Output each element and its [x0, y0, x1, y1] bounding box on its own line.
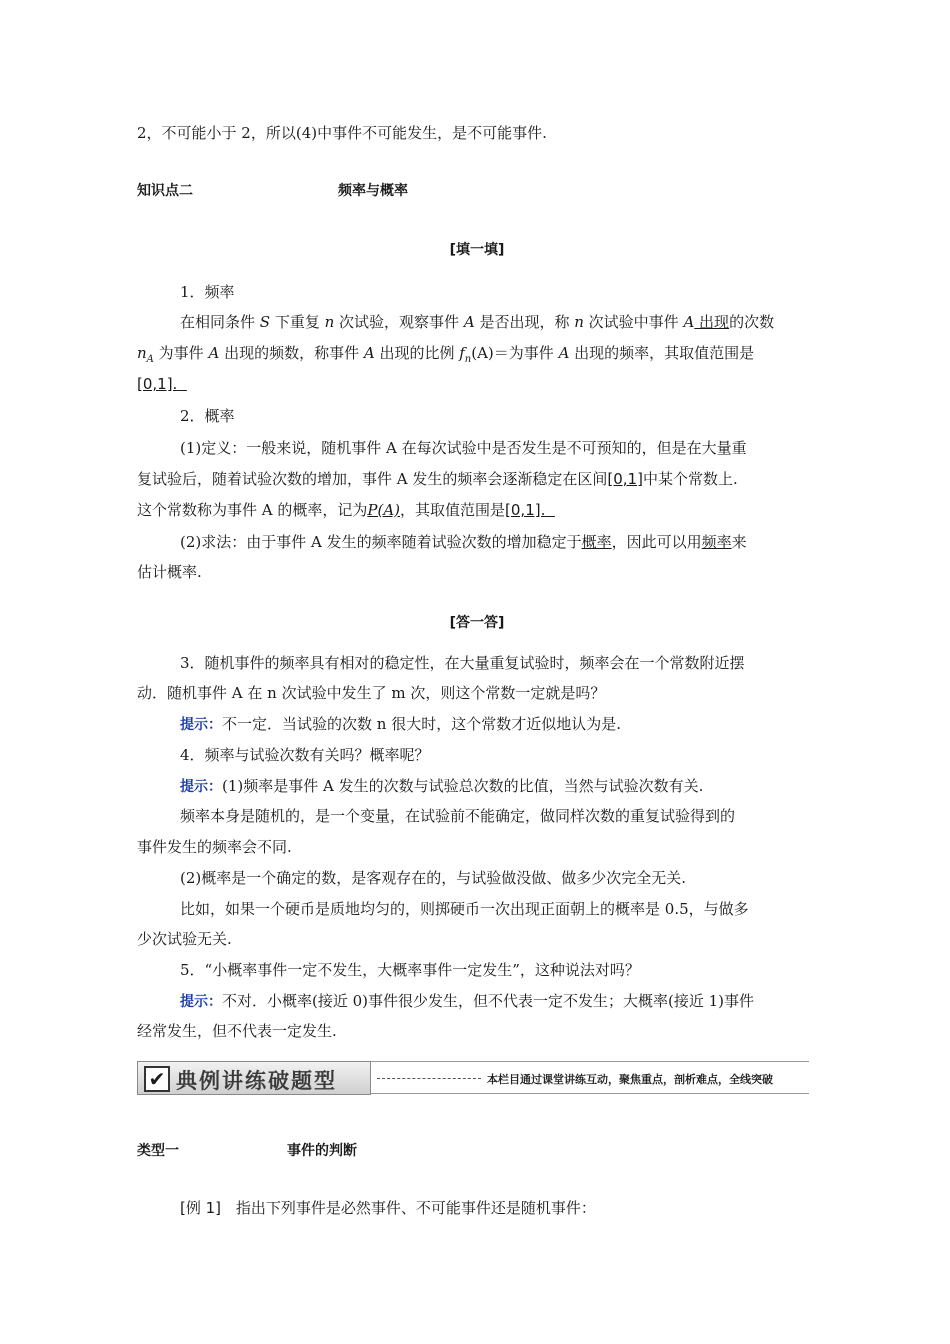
hint-text: 不对．小概率(接近 0)事件很少发生，但不代表一定不发生；大概率(接近 1)事件 — [222, 992, 755, 1010]
var-A: A — [208, 344, 220, 362]
paragraph-line: 经常发生，但不代表一定发生. — [137, 1022, 337, 1040]
paragraph-line: 估计概率. — [137, 563, 202, 581]
paragraph-line — [137, 374, 817, 394]
question-line: 4．频率与试验次数有关吗？概率呢？ — [180, 746, 430, 764]
question-line: 动．随机事件 A 在 n 次试验中发生了 m 次，则这个常数一定就是吗？ — [137, 684, 606, 702]
answer-blank: P(A) — [367, 501, 401, 519]
text-run: 出现的比例 — [374, 344, 460, 362]
question-line: 5．“小概率事件一定不发生，大概率事件一定发生”，这种说法对吗？ — [180, 961, 640, 979]
paragraph-line — [137, 500, 817, 520]
banner-rule — [369, 1061, 809, 1062]
paragraph-line: (2)概率是一个确定的数，是客观存在的，与试验做没做、做多少次完全无关. — [180, 869, 687, 887]
check-icon: ✔ — [144, 1066, 170, 1092]
text-run: 的次数 — [729, 313, 775, 331]
var-n: n — [324, 313, 335, 331]
text-run: ，因此可以用 — [611, 533, 702, 551]
example-label: [例 1] — [180, 1199, 222, 1217]
text-run: 次试验，观察事件 — [334, 313, 464, 331]
item-title: 2．概率 — [180, 407, 235, 425]
banner-box — [137, 1061, 371, 1095]
paragraph-line: 频率本身是随机的，是一个变量，在试验前不能确定，做同样次数的重复试验得到的 — [180, 807, 736, 825]
var-n: n — [574, 313, 584, 331]
banner-rule — [369, 1093, 809, 1094]
answer-heading: [答一答] — [449, 615, 505, 631]
answer-blank: 概率 — [581, 533, 612, 551]
text-run: 这个常数称为事件 A 的概率，记为 — [137, 501, 368, 519]
var-A: A — [463, 313, 475, 331]
paragraph-line: (1)定义：一般来说，随机事件 A 在每次试验中是否发生是不可预知的，但是在大量重 — [180, 439, 747, 457]
banner-note: 本栏目通过课堂讲练互动，聚焦重点，剖析难点，全线突破 — [487, 1073, 773, 1086]
text-run: 来 — [731, 533, 747, 551]
text-run: 出现的频数，称事件 — [219, 344, 364, 362]
text-run: ，其取值范围是 — [400, 501, 506, 519]
paragraph-line: 2，不可能小于 2，所以(4)中事件不可能发生，是不可能事件. — [137, 124, 547, 142]
hint-text: (1)频率是事件 A 发生的次数与试验总次数的比值，当然与试验次数有关. — [222, 777, 704, 795]
text-run: 次试验中事件 — [583, 313, 684, 331]
text-run: 下重复 — [270, 313, 325, 331]
text-run: 出现的频率，其取值范围是 — [569, 344, 755, 362]
var-A: A — [558, 344, 570, 362]
item-title: 1．频率 — [180, 283, 235, 301]
type-heading — [137, 1141, 817, 1161]
var-f: f — [459, 344, 465, 362]
hint-text: 不一定．当试验的次数 n 很大时，这个常数才近似地认为是. — [222, 715, 621, 733]
hint-label: 提示： — [180, 994, 222, 1010]
paragraph-line — [180, 312, 816, 332]
hint-label: 提示： — [180, 717, 222, 733]
example-line — [180, 1198, 816, 1218]
var-A: A — [683, 313, 695, 331]
paragraph-line — [137, 469, 817, 489]
answer-blank: [0,1]. — [505, 501, 546, 519]
section-title: 频率与概率 — [338, 183, 408, 199]
text-run: (2)求法：由于事件 A 发生的频率随着试验次数的增加稳定于 — [180, 533, 582, 551]
text-run: (A)＝为事件 — [471, 344, 559, 362]
type-title: 事件的判断 — [287, 1143, 357, 1159]
hint-label: 提示： — [180, 779, 222, 795]
hint-line — [180, 714, 816, 735]
text-run: 复试验后，随着试验次数的增加，事件 A 发生的频率会逐渐稳定在区间 — [137, 470, 608, 488]
paragraph-line: 比如，如果一个硬币是质地均匀的，则掷硬币一次出现正面朝上的概率是 0.5，与做多 — [180, 900, 749, 918]
answer-blank: 出现 — [694, 313, 730, 331]
var-n: n — [137, 344, 147, 362]
paragraph-line — [137, 343, 817, 370]
var-S: S — [259, 313, 271, 331]
question-line: 3．随机事件的频率具有相对的稳定性，在大量重复试验时，频率会在一个常数附近摆 — [180, 654, 745, 672]
type-label: 类型一 — [137, 1143, 179, 1159]
paragraph-line — [180, 532, 816, 552]
answer-blank: 频率 — [701, 533, 732, 551]
answer-blank: [0,1] — [607, 470, 643, 488]
text-run: 为事件 — [153, 344, 209, 362]
example-text: 指出下列事件是必然事件、不可能事件还是随机事件： — [235, 1199, 596, 1217]
section-heading — [137, 181, 817, 201]
hint-line — [180, 776, 816, 797]
banner-title: 典例讲练破题型 — [176, 1069, 337, 1093]
section-label: 知识点二 — [137, 183, 193, 199]
hint-line — [180, 991, 816, 1012]
banner-divider — [377, 1078, 481, 1079]
subscript: n — [464, 354, 472, 365]
text-run: 是否出现，称 — [474, 313, 575, 331]
answer-blank: [0,1]. — [137, 375, 178, 393]
paragraph-line: 事件发生的频率会不同. — [137, 838, 292, 856]
section-banner — [137, 1061, 809, 1095]
text-run: 在相同条件 — [180, 313, 260, 331]
paragraph-line: 少次试验无关. — [137, 930, 232, 948]
fill-heading: [填一填] — [449, 242, 505, 258]
subscript: A — [146, 354, 154, 365]
var-A: A — [363, 344, 375, 362]
text-run: 中某个常数上. — [642, 470, 738, 488]
